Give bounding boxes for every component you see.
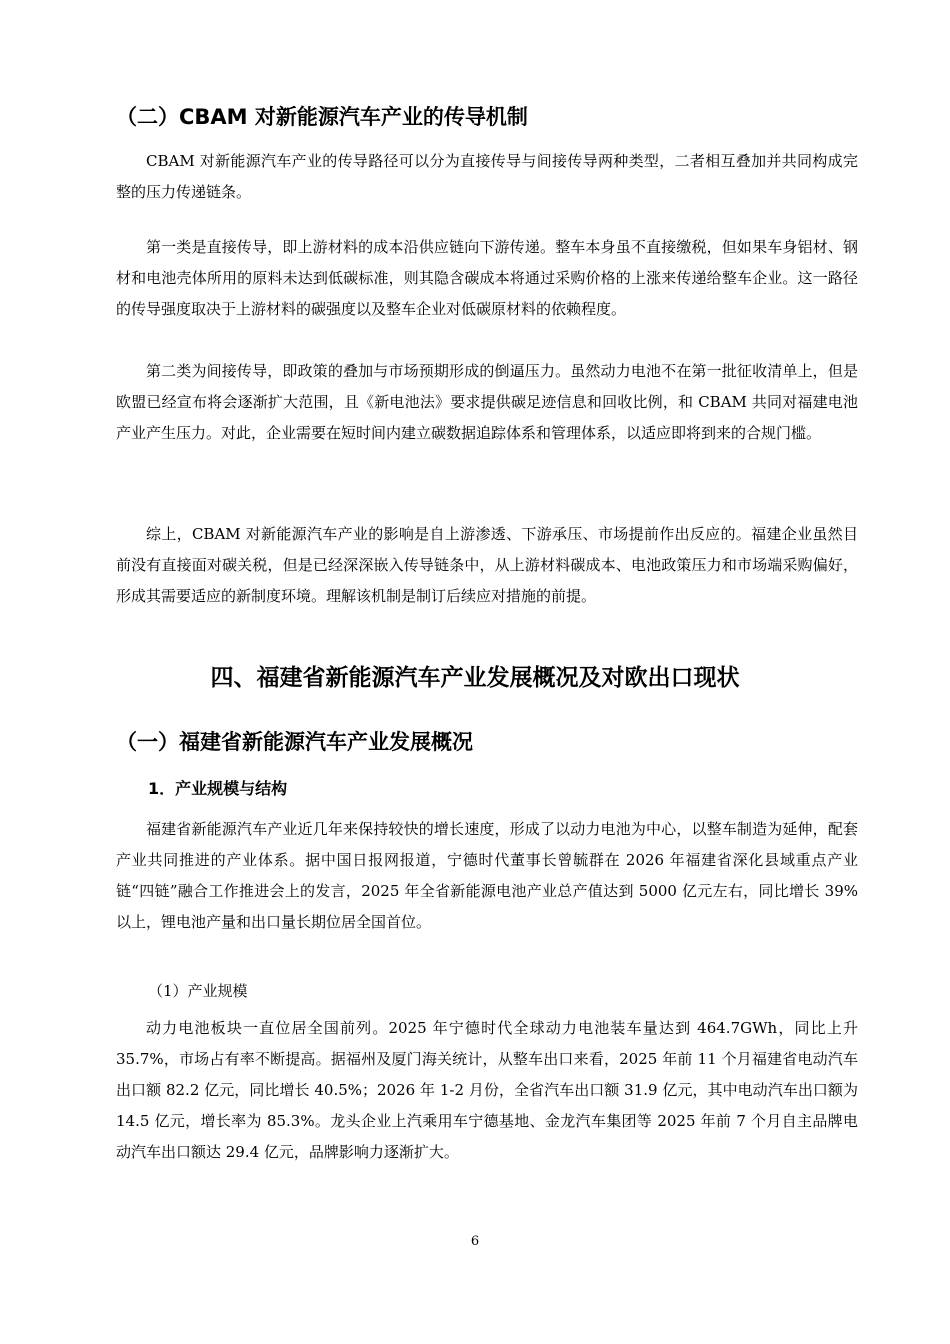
subsubsection-heading-scale: （1）产业规模 bbox=[148, 982, 248, 1000]
section-heading-cbam-mechanism: （二）CBAM 对新能源汽车产业的传导机制 bbox=[116, 105, 528, 129]
paragraph-direct-transmission: 第一类是直接传导，即上游材料的成本沿供应链向下游传递。整车本身虽不直接缴税，但如果车身铝材、钢材和电池壳体所用的原料未达到低碳标准，则其隐含碳成本将通过采购价格的上涨来传递给整车企业。这一路径的传导强度取决于上游材料的碳强度以及整车企业对低碳原材料的依赖程度。 bbox=[116, 238, 858, 318]
chapter-heading: 四、福建省新能源汽车产业发展概况及对欧出口现状 bbox=[210, 665, 740, 691]
page-number: 6 bbox=[470, 1234, 480, 1249]
paragraph-indirect-transmission: 第二类为间接传导，即政策的叠加与市场预期形成的倒逼压力。虽然动力电池不在第一批征收清单上，但是欧盟已经宣布将会逐渐扩大范围，且《新电池法》要求提供碳足迹信息和回收比例，和 CBAM 共同对福建电池产业产生压力。对此，企业需要在短时间内建立碳数据追踪体系和管理体系，以适应即将到来的合规门槛。 bbox=[116, 362, 858, 442]
paragraph-cbam-paths: CBAM 对新能源汽车产业的传导路径可以分为直接传导与间接传导两种类型，二者相互叠加并共同构成完整的压力传递链条。 bbox=[116, 152, 858, 201]
paragraph-summary: 综上，CBAM 对新能源汽车产业的影响是自上游渗透、下游承压、市场提前作出反应的。福建企业虽然目前没有直接面对碳关税，但是已经深深嵌入传导链条中，从上游材料碳成本、电池政策压力和市场端采购偏好，形成其需要适应的新制度环境。理解该机制是制订后续应对措施的前提。 bbox=[116, 525, 858, 605]
paragraph-battery-export: 动力电池板块一直位居全国前列。2025 年宁德时代全球动力电池装车量达到 464.7GWh，同比上升 35.7%，市场占有率不断提高。据福州及厦门海关统计，从整车出口来看，2025 年前 11 个月福建省电动汽车出口额 82.2 亿元，同比增长 40.5%；2026 年 1-2 月份，全省汽车出口额 31.9 亿元，其中电动汽车出口额为 14.5 亿元，增长率为 85.3%。龙头企业上汽乘用车宁德基地、金龙汽车集团等 2025 年前 7 个月自主品牌电动汽车出口额达 29.4 亿元，品牌影响力逐渐扩大。 bbox=[116, 1019, 858, 1161]
section-heading-fujian-overview: （一）福建省新能源汽车产业发展概况 bbox=[116, 730, 473, 754]
paragraph-industry-overview: 福建省新能源汽车产业近几年来保持较快的增长速度，形成了以动力电池为中心，以整车制造为延伸，配套产业共同推进的产业体系。据中国日报网报道，宁德时代董事长曾毓群在 2026 年福建省深化县域重点产业链“四链”融合工作推进会上的发言，2025 年全省新能源电池产业总产值达到 5000 亿元左右，同比增长 39%以上，锂电池产量和出口量长期位居全国首位。 bbox=[116, 820, 858, 931]
subsection-heading-industry-scale: 1．产业规模与结构 bbox=[148, 779, 288, 798]
